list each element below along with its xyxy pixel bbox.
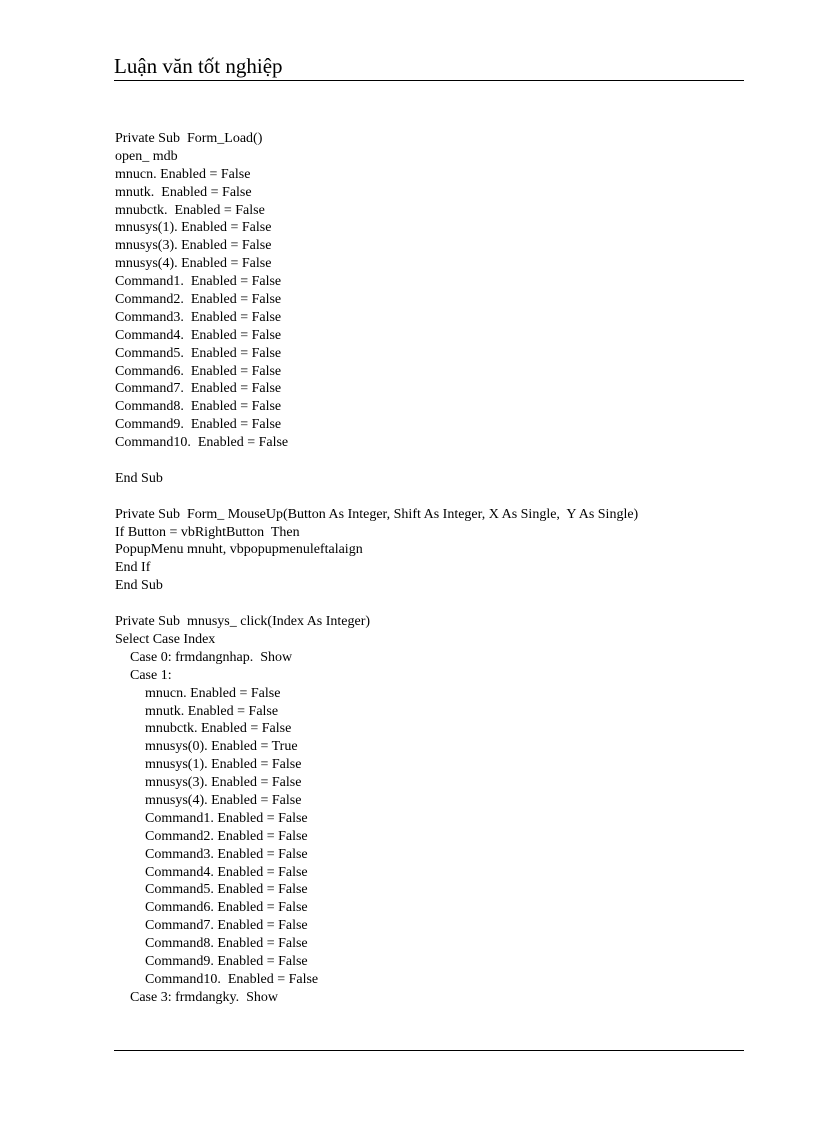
code-line: Case 0: frmdangnhap. Show [130, 649, 293, 665]
code-line: Command9. Enabled = False [145, 953, 308, 969]
code-line: Private Sub Form_ MouseUp(Button As Integer, Shift As Integer, X As Single, Y As Single) [115, 506, 639, 522]
code-line: Command6. Enabled = False [115, 363, 282, 379]
code-line: open_ mdb [115, 148, 178, 164]
code-line: Command4. Enabled = False [115, 327, 282, 343]
code-line: Command10. Enabled = False [145, 971, 319, 987]
code-line: Command9. Enabled = False [115, 417, 282, 433]
code-line: Command2. Enabled = False [115, 292, 282, 308]
code-line: Select Case Index [115, 631, 216, 647]
code-line: Command7. Enabled = False [145, 918, 308, 934]
code-line: End Sub [115, 470, 163, 486]
footer-divider [114, 1050, 744, 1051]
code-line: End If [115, 560, 151, 576]
code-line: If Button = vbRightButton Then [115, 524, 300, 540]
code-line: mnusys(4). Enabled = False [115, 256, 272, 272]
code-line: Command8. Enabled = False [145, 936, 308, 952]
code-line: Command6. Enabled = False [145, 900, 308, 916]
code-line: End Sub [115, 578, 163, 594]
page-title: Luận văn tốt nghiệp [114, 54, 283, 78]
page-header [114, 50, 744, 81]
code-line: mnusys(4). Enabled = False [145, 792, 302, 808]
code-line: Command5. Enabled = False [145, 882, 308, 898]
code-line: Private Sub Form_Load() [115, 131, 263, 146]
blank-line [115, 452, 745, 470]
code-line: Command5. Enabled = False [115, 345, 282, 361]
code-line: Command3. Enabled = False [145, 846, 308, 862]
code-line: mnucn. Enabled = False [115, 166, 251, 182]
code-line: mnusys(3). Enabled = False [115, 238, 272, 254]
code-line: Command4. Enabled = False [145, 864, 308, 880]
code-line: PopupMenu mnuht, vbpopupmenuleftalaign [115, 542, 363, 558]
code-line: Case 1: [130, 667, 172, 683]
code-line: mnubctk. Enabled = False [115, 202, 265, 218]
code-line: Command10. Enabled = False [115, 435, 289, 451]
blank-line [115, 488, 745, 506]
code-line: Command2. Enabled = False [145, 828, 308, 844]
code-line: Command1. Enabled = False [115, 274, 282, 290]
code-line: mnusys(0). Enabled = True [145, 739, 298, 755]
code-line: mnusys(1). Enabled = False [115, 220, 272, 236]
code-line: mnucn. Enabled = False [145, 685, 281, 701]
code-line: Case 3: frmdangky. Show [130, 989, 279, 1005]
blank-line [115, 595, 745, 613]
code-line: Command1. Enabled = False [145, 810, 308, 826]
code-line: mnutk. Enabled = False [145, 703, 279, 719]
code-line: mnubctk. Enabled = False [145, 721, 292, 737]
code-line: Private Sub mnusys_ click(Index As Integer) [115, 614, 371, 630]
code-line: mnutk. Enabled = False [115, 184, 252, 200]
code-line: mnusys(1). Enabled = False [145, 757, 302, 773]
code-line: Command7. Enabled = False [115, 381, 282, 397]
code-line: Command8. Enabled = False [115, 399, 282, 415]
code-line: Command3. Enabled = False [115, 309, 282, 325]
code-line: mnusys(3). Enabled = False [145, 775, 302, 791]
code-listing [115, 130, 745, 1007]
